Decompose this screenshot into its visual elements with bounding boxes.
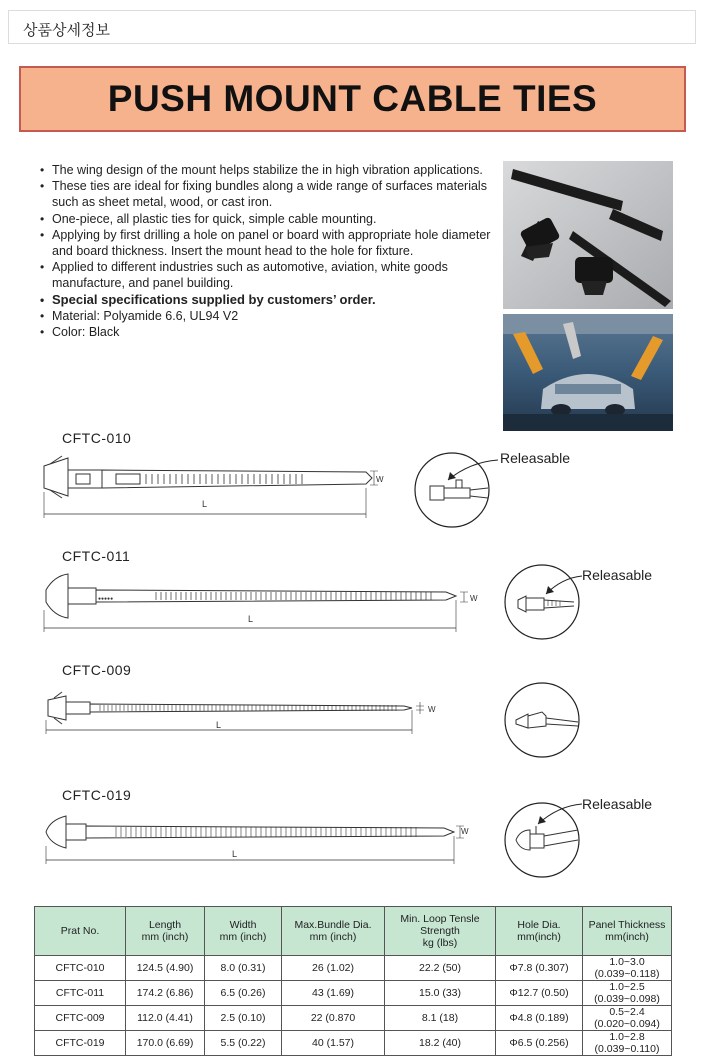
- callout-label: Releasable: [500, 450, 571, 466]
- spec-table: [34, 906, 672, 1056]
- page-header: [8, 10, 696, 44]
- cell: 6.5 (0.26): [205, 981, 282, 1006]
- length-dim-label: L: [202, 499, 208, 509]
- cable-tie-photo: [503, 161, 673, 309]
- title-banner: [19, 66, 686, 132]
- cell: 0.5~2.4 (0.020~0.094): [583, 1006, 672, 1031]
- feature-item: • One-piece, all plastic ties for quick, simple cable mounting.: [40, 211, 500, 227]
- col-loop: Min. Loop Tensle Strength kg (lbs): [385, 907, 496, 956]
- page-title: PUSH MOUNT CABLE TIES: [107, 78, 598, 119]
- col-width: Width mm (inch): [205, 907, 282, 956]
- feature-item: • Color: Black: [40, 324, 500, 340]
- width-dim-label: W: [428, 705, 436, 714]
- cell: CFTC-010: [35, 956, 126, 981]
- callout-arrow-icon: [538, 574, 584, 600]
- width-dim-label: W: [376, 475, 384, 484]
- cell: 22 (0.870: [282, 1006, 385, 1031]
- col-panel: Panel Thickness mm(inch): [583, 907, 672, 956]
- col-length: Length mm (inch): [126, 907, 205, 956]
- cell: 26 (1.02): [282, 956, 385, 981]
- feature-list: [40, 162, 500, 340]
- width-dim-label: W: [461, 827, 469, 836]
- length-dim-label: L: [232, 849, 238, 859]
- cell: 40 (1.57): [282, 1031, 385, 1056]
- cell: 8.1 (18): [385, 1006, 496, 1031]
- cell: Φ6.5 (0.256): [496, 1031, 583, 1056]
- cell: 43 (1.69): [282, 981, 385, 1006]
- cell: 22.2 (50): [385, 956, 496, 981]
- col-part: Prat No.: [35, 907, 126, 956]
- cell: 15.0 (33): [385, 981, 496, 1006]
- cable-tie-drawing: [36, 570, 496, 636]
- svg-text:●●●●●: ●●●●●: [98, 596, 114, 602]
- cell: CFTC-011: [35, 981, 126, 1006]
- cable-tie-drawing: [36, 452, 386, 524]
- cell: CFTC-009: [35, 1006, 126, 1031]
- length-dim-label: L: [216, 720, 222, 730]
- feature-item: • These ties are ideal for fixing bundles along a wide range of surfaces materials such as sheet metal, wood, or cast iron.: [40, 178, 500, 210]
- cell: 2.5 (0.10): [205, 1006, 282, 1031]
- header-title: 상품상세정보: [23, 21, 110, 39]
- feature-item: • Applying by first drilling a hole on panel or board with appropriate hole diameter and board thickness. Insert the mount head to the hole for fixture.: [40, 227, 500, 259]
- table-row: [35, 956, 672, 981]
- cable-tie-drawing: [36, 812, 476, 868]
- cell: Φ12.7 (0.50): [496, 981, 583, 1006]
- table-row: [35, 981, 672, 1006]
- feature-item: • Special specifications supplied by customers’ order.: [40, 292, 500, 308]
- table-row: [35, 1006, 672, 1031]
- release-detail-drawing: [502, 680, 582, 760]
- cell: 170.0 (6.69): [126, 1031, 205, 1056]
- col-bundle: Max.Bundle Dia. mm (inch): [282, 907, 385, 956]
- feature-item: • Applied to different industries such as automotive, aviation, white goods manufacture, and panel building.: [40, 259, 500, 291]
- cell: 8.0 (0.31): [205, 956, 282, 981]
- cell: 5.5 (0.22): [205, 1031, 282, 1056]
- cell: Φ7.8 (0.307): [496, 956, 583, 981]
- cell: 1.0~2.5 (0.039~0.098): [583, 981, 672, 1006]
- callout-arrow-icon: [440, 458, 500, 488]
- cell: 18.2 (40): [385, 1031, 496, 1056]
- cell: CFTC-019: [35, 1031, 126, 1056]
- callout-arrow-icon: [532, 802, 584, 830]
- model-label: CFTC-009: [62, 662, 132, 678]
- cell: 112.0 (4.41): [126, 1006, 205, 1031]
- cell: 1.0~2.8 (0.039~0.110): [583, 1031, 672, 1056]
- width-dim-label: W: [470, 594, 478, 603]
- callout-label: Releasable: [582, 567, 653, 583]
- feature-item: • The wing design of the mount helps stabilize the in high vibration applications.: [40, 162, 500, 178]
- table-header-row: [35, 907, 672, 956]
- feature-item: • Material: Polyamide 6.6, UL94 V2: [40, 308, 500, 324]
- factory-photo: [503, 314, 673, 431]
- callout-label: Releasable: [582, 796, 653, 812]
- cable-tie-drawing: [36, 690, 446, 736]
- cell: 124.5 (4.90): [126, 956, 205, 981]
- length-dim-label: L: [248, 614, 254, 624]
- cell: 1.0~3.0 (0.039~0.118): [583, 956, 672, 981]
- model-label: CFTC-010: [62, 430, 132, 446]
- model-label: CFTC-011: [62, 548, 131, 564]
- model-label: CFTC-019: [62, 787, 132, 803]
- col-hole: Hole Dia. mm(inch): [496, 907, 583, 956]
- cell: 174.2 (6.86): [126, 981, 205, 1006]
- cell: Φ4.8 (0.189): [496, 1006, 583, 1031]
